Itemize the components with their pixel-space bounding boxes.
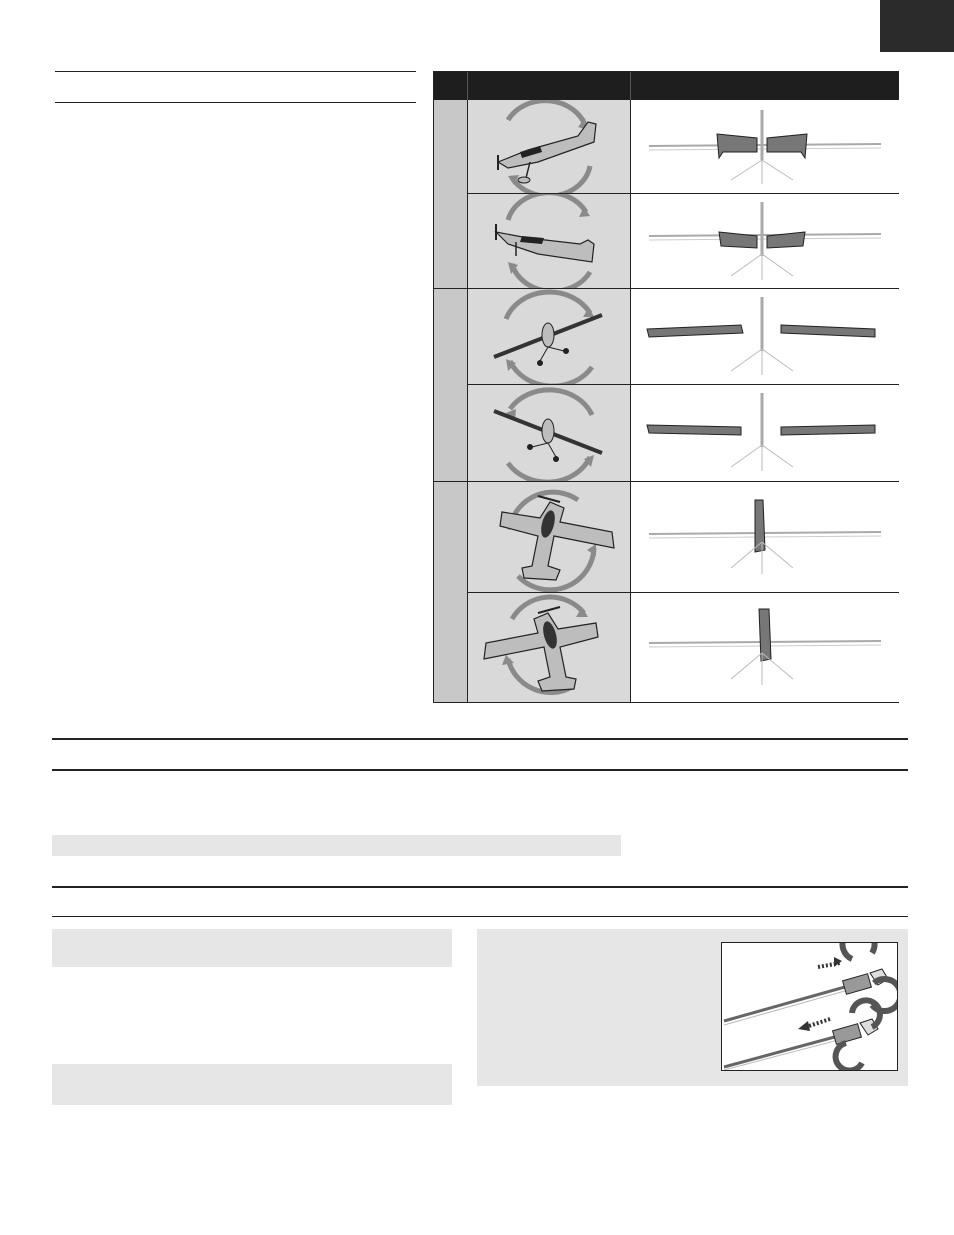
control-direction-table [433,71,899,703]
aileron-left-icon [631,385,899,481]
airplane-front-roll-left-icon [468,385,631,481]
callout-box-1 [52,929,452,967]
aircraft-cell [468,100,631,193]
header-cell-3 [631,72,898,100]
clevis-figure [721,942,898,1071]
surface-cell [631,482,899,592]
aircraft-cell [468,593,631,702]
aircraft-cell [468,482,631,592]
surface-cell [631,289,899,384]
section-rule-bottom [55,102,416,103]
header-cell-1 [434,72,468,100]
highlight-bar [52,835,621,856]
header-cell-2 [468,72,631,100]
surface-cell [631,385,899,481]
aircraft-cell [468,289,631,384]
airplane-top-yaw-right-icon [468,593,631,702]
surface-cell [631,100,899,193]
group-label-aileron [434,288,468,481]
rudder-right-icon [631,593,899,702]
airplane-front-roll-right-icon [468,289,631,384]
elevator-down-icon [631,194,899,288]
callout-box-2 [52,1064,452,1105]
airplane-side-pitch-down-icon [468,194,631,288]
group-label-rudder [434,481,468,702]
airplane-side-pitch-up-icon [468,100,631,193]
surface-cell [631,593,899,702]
group-label-elevator [434,100,468,288]
elevator-up-icon [631,100,899,193]
clevis-adjust-icon [722,943,897,1070]
page-corner-tab [880,0,954,52]
surface-cell [631,194,899,288]
section-rule-2-bottom [52,769,908,771]
section-rule-2-top [52,738,908,740]
section-rule-3-bottom [52,916,908,917]
table-header [434,72,898,100]
section-rule-3-top [52,886,908,888]
rudder-left-icon [631,482,899,592]
aileron-right-icon [631,289,899,384]
section-rule-top [55,71,416,72]
aircraft-cell [468,194,631,288]
aircraft-cell [468,385,631,481]
airplane-top-yaw-left-icon [468,482,631,592]
